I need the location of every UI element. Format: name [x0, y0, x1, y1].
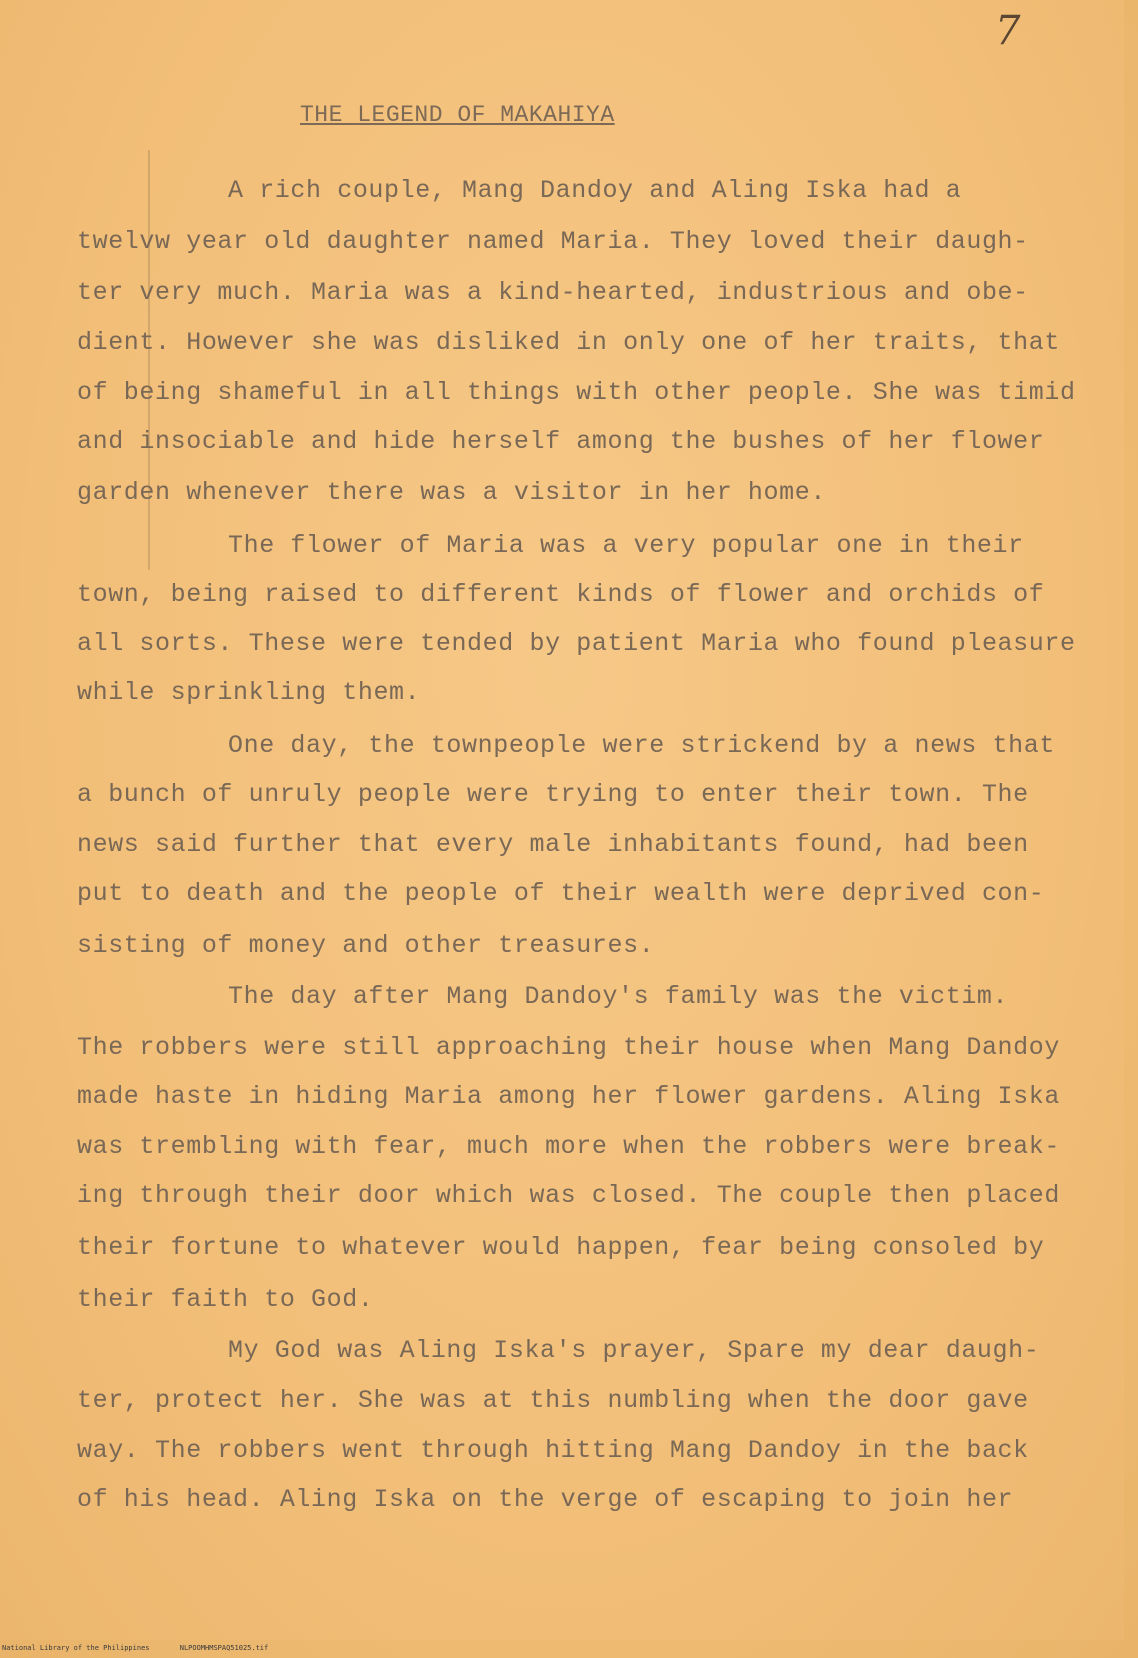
text-line: a bunch of unruly people were trying to enter their town. The — [77, 780, 1029, 809]
text-line: their faith to God. — [77, 1285, 374, 1314]
text-line: all sorts. These were tended by patient Maria who found pleasure — [77, 629, 1076, 658]
text-line: garden whenever there was a visitor in her home. — [77, 478, 826, 507]
text-line: of his head. Aling Iska on the verge of escaping to join her — [77, 1485, 1014, 1514]
text-line: My God was Aling Iska's prayer, Spare my dear daugh- — [228, 1336, 1040, 1365]
text-line: ter very much. Maria was a kind-hearted, industrious and obe- — [77, 278, 1029, 307]
text-line: ter, protect her. She was at this numbling when the door gave — [77, 1386, 1029, 1415]
text-line: sisting of money and other treasures. — [77, 931, 655, 960]
text-line: was trembling with fear, much more when the robbers were break- — [77, 1132, 1060, 1161]
scan-footer — [2, 1644, 294, 1652]
text-line: way. The robbers went through hitting Mang Dandoy in the back — [77, 1436, 1029, 1465]
text-line: ing through their door which was closed. The couple then placed — [77, 1181, 1060, 1210]
text-line: their fortune to whatever would happen, fear being consoled by — [77, 1233, 1045, 1262]
text-line: The day after Mang Dandoy's family was the victim. — [228, 982, 1009, 1011]
paper-crease — [148, 150, 150, 570]
text-line: The robbers were still approaching their house when Mang Dandoy — [77, 1033, 1060, 1062]
footer-library: National Library of the Philippines — [2, 1644, 150, 1652]
text-line: The flower of Maria was a very popular one in their — [228, 531, 1024, 560]
footer-file: NLPOOMHMSPAQ51025.tif — [179, 1644, 269, 1652]
page-number: 7 — [995, 8, 1021, 54]
text-line: while sprinkling them. — [77, 678, 421, 707]
text-line: of being shameful in all things with other people. She was timid — [77, 378, 1076, 407]
text-line: town, being raised to different kinds of flower and orchids of — [77, 580, 1045, 609]
text-line: put to death and the people of their wealth were deprived con- — [77, 879, 1045, 908]
text-line: made haste in hiding Maria among her flower gardens. Aling Iska — [77, 1082, 1060, 1111]
text-line: and insociable and hide herself among the bushes of her flower — [77, 427, 1045, 456]
text-line: dient. However she was disliked in only one of her traits, that — [77, 328, 1060, 357]
document-title: THE LEGEND OF MAKAHIYA — [300, 102, 615, 128]
text-line: twelvw year old daughter named Maria. They loved their daugh- — [77, 227, 1029, 256]
text-line: One day, the townpeople were strickend by a news that — [228, 731, 1055, 760]
text-line: news said further that every male inhabitants found, had been — [77, 830, 1029, 859]
text-line: A rich couple, Mang Dandoy and Aling Iska had a — [228, 176, 962, 205]
